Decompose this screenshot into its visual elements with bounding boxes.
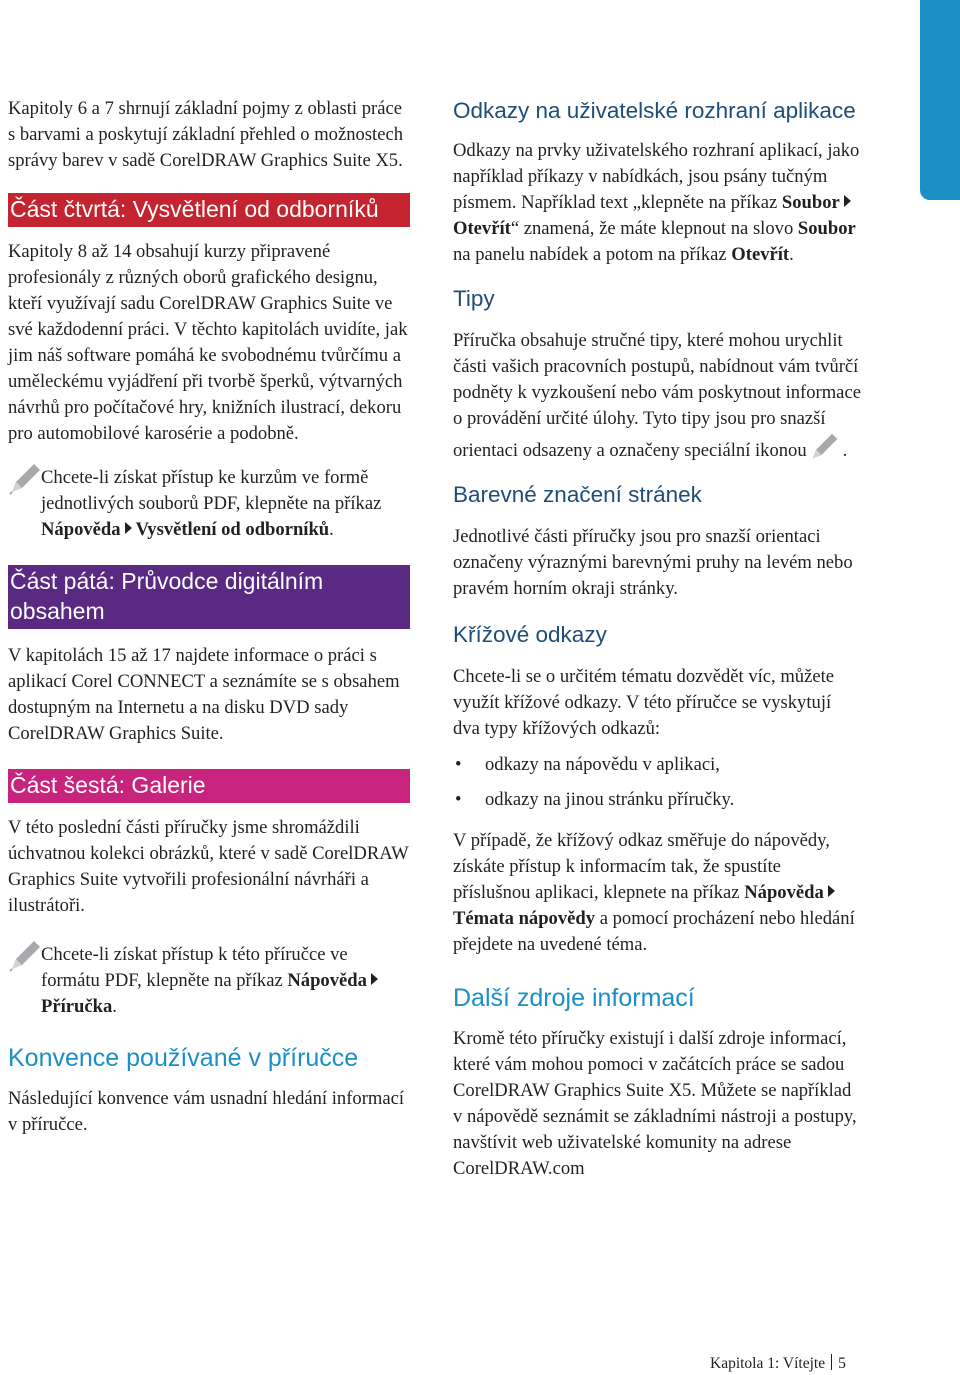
right-column [453,96,861,1182]
ui-refs-text-b: “ znamená, že máte klepnout na slovo [510,218,798,239]
part6-paragraph: V této poslední části příručky jsme shromáždili úchvatnou kolekci obrázků, které v sadě CorelDRAW Graphics Suite vytvořili profesionální návrháři a ilustrátoři. [8,817,409,916]
cross-refs-text: V případě, že křížový odkaz směřuje do nápovědy, získáte přístup k informacím tak, že spustíte příslušnou aplikaci, klepnete na příkaz [453,830,830,903]
left-column [8,96,410,1138]
part4-paragraph [8,239,410,447]
triangle-icon [371,973,378,985]
triangle-icon [844,195,851,207]
ui-refs-text-c: na panelu nabídek a potom na příkaz [453,244,732,265]
triangle-icon [828,885,835,897]
footer-separator [831,1354,832,1370]
ui-refs-text-d: . [789,244,794,265]
tips-end: . [842,440,848,461]
tip-part4-end: . [329,519,334,540]
conventions-heading: Konvence používané v příručce [8,1044,359,1072]
ui-refs-heading: Odkazy na uživatelské rozhraní aplikace [453,98,856,123]
tip-part4 [8,465,410,543]
list-item: • odkazy na jinou stránku příručky. [453,787,861,813]
tip-part6-end: . [112,996,117,1017]
triangle-icon [125,522,132,534]
more-info-paragraph: Kromě této příručky existují i další zdroje informací, které vám mohou pomoci v začátcích práce se sadou CorelDRAW Graphics Suite X5. Můžete se například v nápovědě seznámit se základními nástroji a postupy, navštívit web uživatelské komunity na adrese CorelDRAW.com [453,1028,857,1179]
cross-refs-paragraph: Chcete-li se o určitém tématu dozvědět víc, můžete využít křížové odkazy. V této příručce se vyskytují dva typy křížových odkazů: [453,666,835,739]
tip-part6-menu2: Příručka [41,996,113,1017]
ui-refs-word2: Otevřít [731,244,790,265]
ui-refs-word: Soubor [797,218,856,239]
tips-heading: Tipy [453,286,495,311]
part5-paragraph: V kapitolách 15 až 17 najdete informace o práci s aplikací Corel CONNECT a seznámíte se s obsahem dostupným na Internetu a na disku DVD sady CorelDRAW Graphics Suite. [8,645,400,744]
tip-part4-menu2: Vysvětlení od odborníků [135,519,330,540]
tip-part6-menu1: Nápověda [287,970,367,991]
pencil-icon [8,939,44,973]
tips-text: Příručka obsahuje stručné tipy, které mohou urychlit části vašich pracovních postupů, nabídnout vám tvůrčí podněty k vyzkoušení nebo vám poskytnout informace o provádění určité úlohy. Tyto tipy jsou pro snazší orientaci odsazeny a označeny speciální ikonou [453,330,861,461]
page-footer [710,1354,846,1374]
tip-part6-text: Chcete-li získat přístup k této příručce ve formátu PDF, klepněte na příkaz [41,944,348,991]
section-color-tab [920,0,960,200]
tip-part6 [8,942,410,1020]
cross-refs-end: a pomocí procházení nebo hledání přejdete na uvedené téma. [453,908,855,955]
color-coding-heading: Barevné značení stránek [453,482,702,507]
part4-text-b: V těchto kapitolách uvidíte, jak jim náš software pomáhá ke svobodnému tvůrčímu a uměleckému vyjádření při tvorbě šperků, výtvarných návrhů pro počítačové hry, knižních ilustrací, dekoru pro automobilové karosérie a podobně. [8,319,408,444]
ui-refs-menu2: Otevřít [453,218,511,239]
tip-part4-menu1: Nápověda [41,519,121,540]
footer-chapter: Kapitola 1: Vítejte [710,1355,826,1372]
cross-refs-menu2: Témata nápovědy [453,908,596,929]
intro-paragraph: Kapitoly 6 a 7 shrnují základní pojmy z oblasti práce s barvami a poskytují základní přehled o možnostech správy barev v sadě CorelDRAW Graphics Suite X5. [8,98,404,171]
part5-heading: Část pátá: Průvodce digitálním obsahem [8,565,410,629]
cross-refs-heading: Křížové odkazy [453,622,607,647]
more-info-heading: Další zdroje informací [453,984,695,1012]
page-number: 5 [838,1355,846,1372]
ui-refs-menu1: Soubor [781,192,840,213]
pencil-icon [807,432,843,462]
color-coding-paragraph: Jednotlivé části příručky jsou pro snazší orientaci označeny výraznými barevnými pruhy na levém nebo pravém horním okraji stránky. [453,526,853,599]
pencil-icon [8,462,44,496]
ui-refs-paragraph [453,138,861,268]
tip-part4-text: Chcete-li získat přístup ke kurzům ve formě jednotlivých souborů PDF, klepněte na příkaz [41,467,382,514]
part6-heading: Část šestá: Galerie [8,769,410,803]
conventions-paragraph: Následující konvence vám usnadní hledání informací v příručce. [8,1088,405,1135]
list-item: • odkazy na nápovědu v aplikaci, [453,752,861,778]
cross-refs-list [453,752,861,813]
ui-refs-text-a: Odkazy na prvky uživatelského rozhraní aplikací, jako například příkazy v nabídkách, jsou psány tučným písmem. Například text „klepněte na příkaz [453,140,860,213]
part4-heading: Část čtvrtá: Vysvětlení od odborníků [8,193,410,227]
tips-paragraph [453,328,861,464]
cross-refs-paragraph-2 [453,828,861,958]
cross-refs-menu1: Nápověda [744,882,824,903]
part4-text-a: Kapitoly 8 až 14 obsahují kurzy připravené profesionály z různých oborů grafického designu, kteří využívají sadu CorelDRAW Graphics Suite ve své každodenní práci. [8,241,393,340]
